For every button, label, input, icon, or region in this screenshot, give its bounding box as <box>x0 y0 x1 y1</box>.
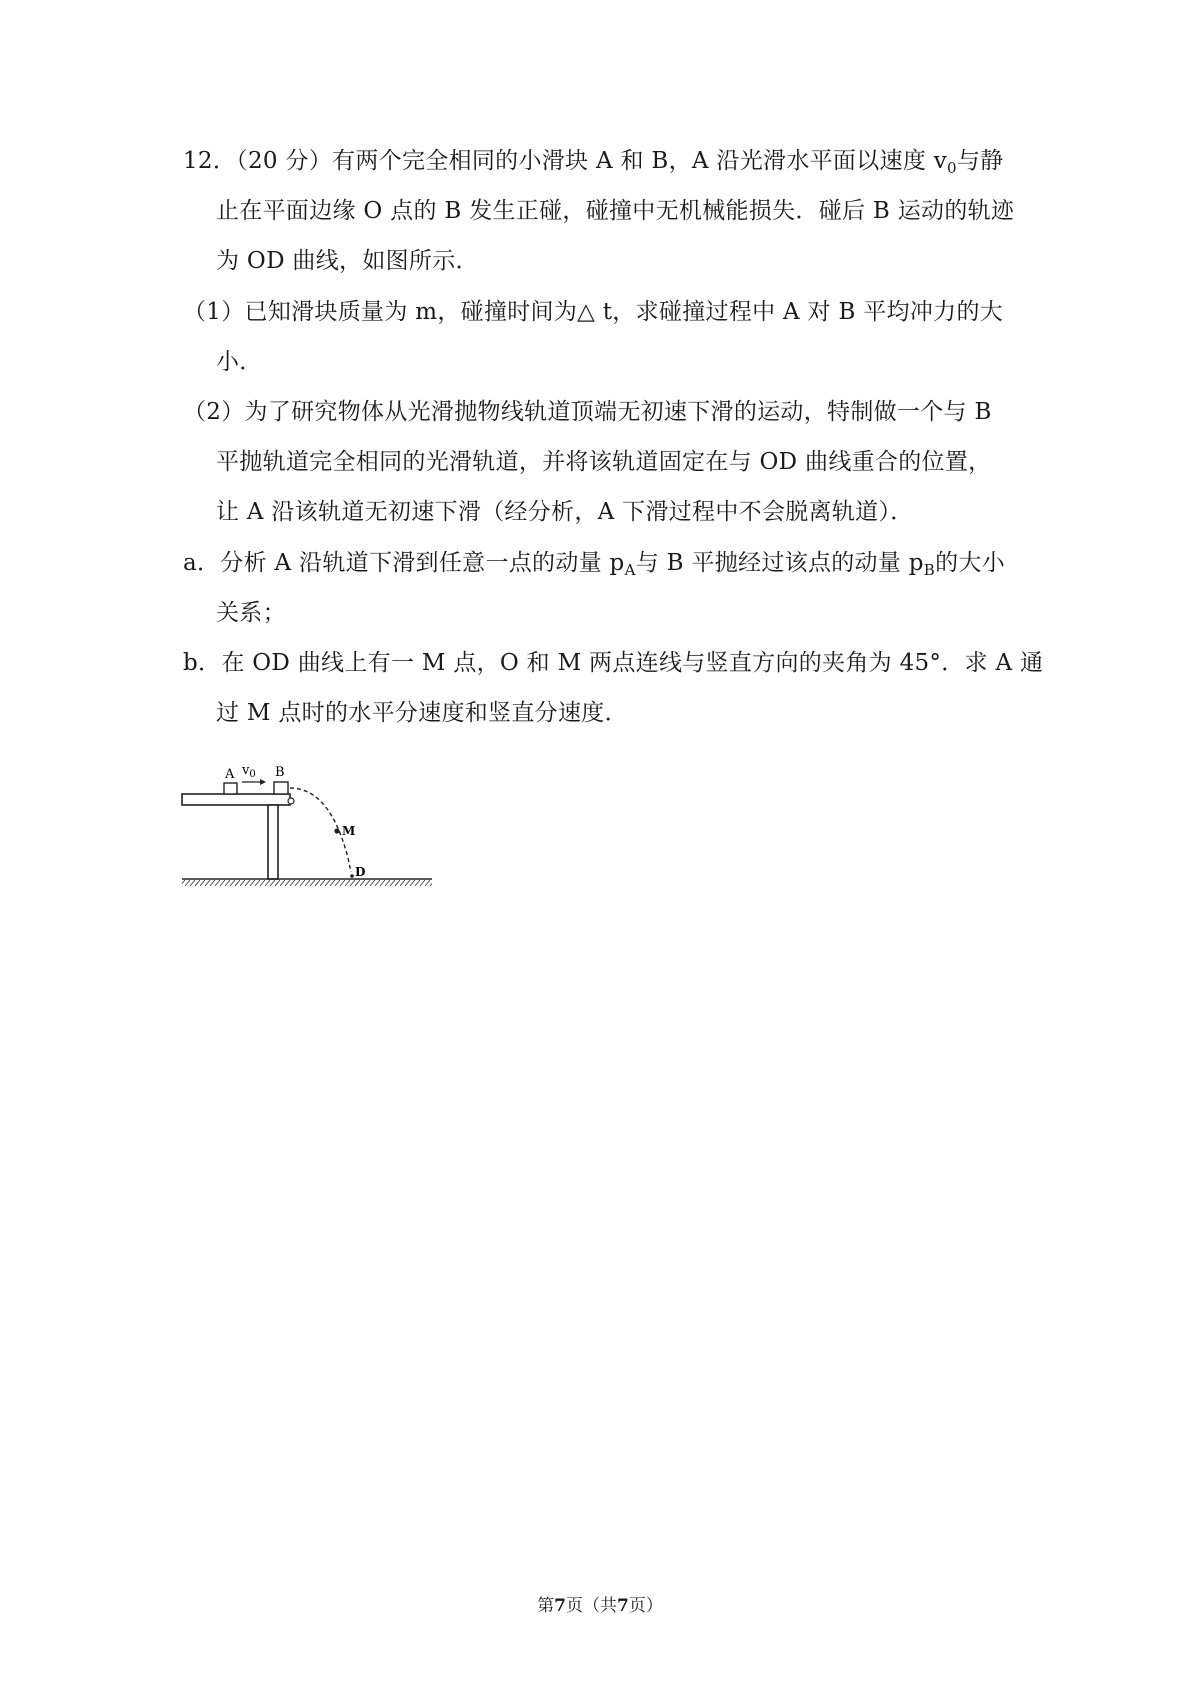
problem-text-line-2: 止在平面边缘 O 点的 B 发生正碰，碰撞中无机械能损失．碰后 B 运动的轨迹 <box>216 198 1015 224</box>
subpart-b-line-2: 过 M 点时的水平分速度和竖直分速度． <box>216 700 628 726</box>
problem-header-line: 12．（20 分）有两个完全相同的小滑块 A 和 B，A 沿光滑水平面以速度 $v_0$与静 <box>183 148 1004 177</box>
problem-number: 12． <box>183 148 237 174</box>
label-d: D <box>355 865 366 879</box>
table-top <box>182 794 290 805</box>
part-2-line-2: 平抛轨道完全相同的光滑轨道，并将该轨道固定在与 OD 曲线重合的位置， <box>216 449 992 475</box>
block-b <box>274 782 288 794</box>
part-2-line-3: 让 A 沿该轨道无初速下滑（经分析，A 下滑过程中不会脱离轨道）． <box>216 499 914 525</box>
page-footer: 第7页（共7页） <box>537 1596 663 1616</box>
velocity-arrowhead <box>260 779 266 785</box>
block-a <box>224 783 237 794</box>
subpart-b-line-1: b．在 OD 曲线上有一 M 点，O 和 M 两点连线与竖直方向的夹角为 45°．求 A 通 <box>183 650 1044 676</box>
part-2-line-1: （2）为了研究物体从光滑抛物线轨道顶端无初速下滑的运动，特制做一个与 B <box>183 399 992 425</box>
point-m-marker <box>334 828 339 833</box>
problem-text-line-3: 为 OD 曲线，如图所示． <box>216 248 479 274</box>
subpart-a-line-1: a．分析 A 沿轨道下滑到任意一点的动量 $p_A$与 B 平抛经过该点的动量 $p_B$的大小 <box>183 550 1006 579</box>
trajectory-diagram <box>180 748 440 888</box>
part-1-line-2: 小． <box>216 349 263 375</box>
table-leg <box>268 805 278 879</box>
point-o-marker <box>288 798 294 804</box>
label-b: B <box>275 765 285 780</box>
ground-hatching <box>182 880 432 886</box>
label-a: A <box>225 767 235 782</box>
page-number: 7 <box>554 1596 566 1616</box>
part-1-line-1: （1）已知滑块质量为 m，碰撞时间为△ t，求碰撞过程中 A 对 B 平均冲力的大 <box>183 299 1004 325</box>
subpart-a-line-2: 关系； <box>216 600 286 626</box>
point-d-marker <box>350 874 354 878</box>
label-m: M <box>342 824 356 838</box>
page-total: 7 <box>617 1596 629 1616</box>
label-v0: $v_0$ <box>242 763 256 780</box>
